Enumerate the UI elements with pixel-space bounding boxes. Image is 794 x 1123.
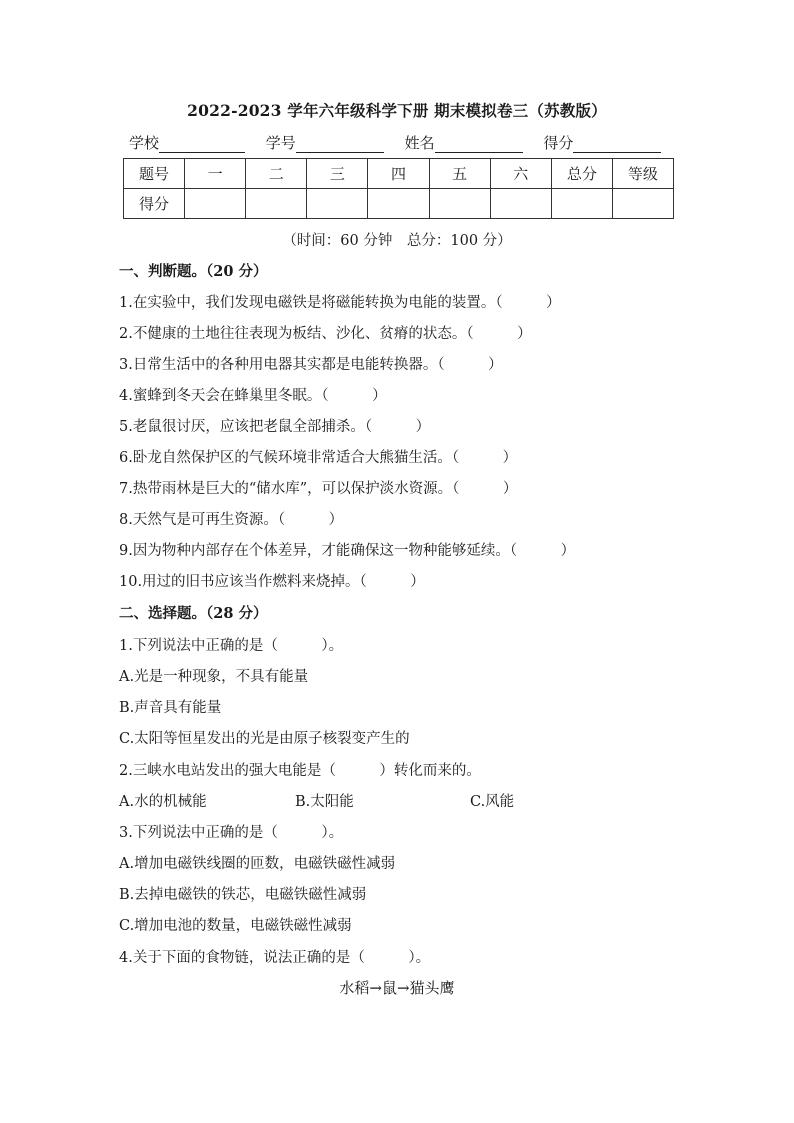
score-table-row-label: 得分 xyxy=(124,189,185,219)
judge-question: 6.卧龙自然保护区的气候环境非常适合大熊猫生活。（ ） xyxy=(119,450,518,466)
score-cell[interactable] xyxy=(551,189,612,219)
choice-option: B.声音具有能量 xyxy=(119,700,222,716)
name-blank[interactable] xyxy=(435,136,523,153)
judge-question: 3.日常生活中的各种用电器其实都是电能转换器。（ ） xyxy=(119,357,503,373)
student-no-field[interactable] xyxy=(266,132,384,153)
judge-question: 5.老鼠很讨厌，应该把老鼠全部捕杀。（ ） xyxy=(119,419,431,435)
score-table-header-row xyxy=(124,159,674,189)
choice-question: 4.关于下面的食物链，说法正确的是（ ）。 xyxy=(119,950,431,966)
school-label: 学校 xyxy=(129,134,160,152)
choice-option: C.增加电池的数量，电磁铁磁性减弱 xyxy=(119,918,352,934)
student-no-label: 学号 xyxy=(265,134,296,152)
judge-question: 4.蜜蜂到冬天会在蜂巢里冬眠。（ ） xyxy=(119,388,387,404)
choice-option: A.水的机械能 xyxy=(119,794,207,810)
score-cell[interactable] xyxy=(185,189,246,219)
score-table-header-cell: 五 xyxy=(429,159,490,189)
exam-title: 2022-2023 学年六年级科学下册 期末模拟卷三（苏教版） xyxy=(187,101,607,120)
score-table-header-cell: 三 xyxy=(307,159,368,189)
score-blank[interactable] xyxy=(573,136,661,153)
choice-option: A.光是一种现象，不具有能量 xyxy=(119,669,309,685)
time-note: （时间：60 分钟 总分：100 分） xyxy=(282,233,512,249)
score-table-header-cell: 题号 xyxy=(124,159,185,189)
judge-question: 7.热带雨林是巨大的“储水库”，可以保护淡水资源。（ ） xyxy=(119,481,518,497)
score-table-header-cell: 一 xyxy=(185,159,246,189)
section2-heading: 二、选择题。（28 分） xyxy=(119,605,268,622)
score-cell[interactable] xyxy=(246,189,307,219)
student-info-row xyxy=(129,132,669,153)
name-label: 姓名 xyxy=(404,134,435,152)
score-field[interactable] xyxy=(543,132,661,153)
school-blank[interactable] xyxy=(159,136,245,153)
student-no-blank[interactable] xyxy=(296,136,384,153)
score-cell[interactable] xyxy=(307,189,368,219)
score-cell[interactable] xyxy=(490,189,551,219)
choice-option: C.风能 xyxy=(470,794,515,810)
section1-heading: 一、判断题。（20 分） xyxy=(119,263,268,280)
choice-option: C.太阳等恒星发出的光是由原子核裂变产生的 xyxy=(119,731,410,747)
score-table xyxy=(123,158,674,219)
judge-question: 9.因为物种内部存在个体差异，才能确保这一物种能够延续。（ ） xyxy=(119,543,576,559)
score-table-header-cell: 四 xyxy=(368,159,429,189)
score-label: 得分 xyxy=(543,134,574,152)
score-cell[interactable] xyxy=(612,189,673,219)
judge-question: 8.天然气是可再生资源。（ ） xyxy=(119,512,344,528)
judge-question: 2.不健康的土地往往表现为板结、沙化、贫瘠的状态。（ ） xyxy=(119,326,532,342)
choice-question: 2.三峡水电站发出的强大电能是（ ）转化而来的。 xyxy=(119,763,481,779)
school-field[interactable] xyxy=(129,132,245,153)
score-cell[interactable] xyxy=(368,189,429,219)
judge-question: 1.在实验中，我们发现电磁铁是将磁能转换为电能的装置。（ ） xyxy=(119,295,561,311)
food-chain: 水稻→鼠→猫头鹰 xyxy=(339,979,455,997)
judge-question: 10.用过的旧书应该当作燃料来烧掉。（ ） xyxy=(119,574,425,590)
choice-question: 3.下列说法中正确的是（ ）。 xyxy=(119,825,344,841)
score-table-header-cell: 二 xyxy=(246,159,307,189)
name-field[interactable] xyxy=(405,132,523,153)
score-table-header-cell: 等级 xyxy=(612,159,673,189)
score-table-score-row xyxy=(124,189,674,219)
choice-option: A.增加电磁铁线圈的匝数，电磁铁磁性减弱 xyxy=(119,856,396,872)
score-table-header-cell: 总分 xyxy=(551,159,612,189)
score-table-header-cell: 六 xyxy=(490,159,551,189)
choice-option: B.太阳能 xyxy=(295,794,354,810)
choice-option: B.去掉电磁铁的铁芯，电磁铁磁性减弱 xyxy=(119,887,367,903)
score-cell[interactable] xyxy=(429,189,490,219)
choice-question: 1.下列说法中正确的是（ ）。 xyxy=(119,638,344,654)
